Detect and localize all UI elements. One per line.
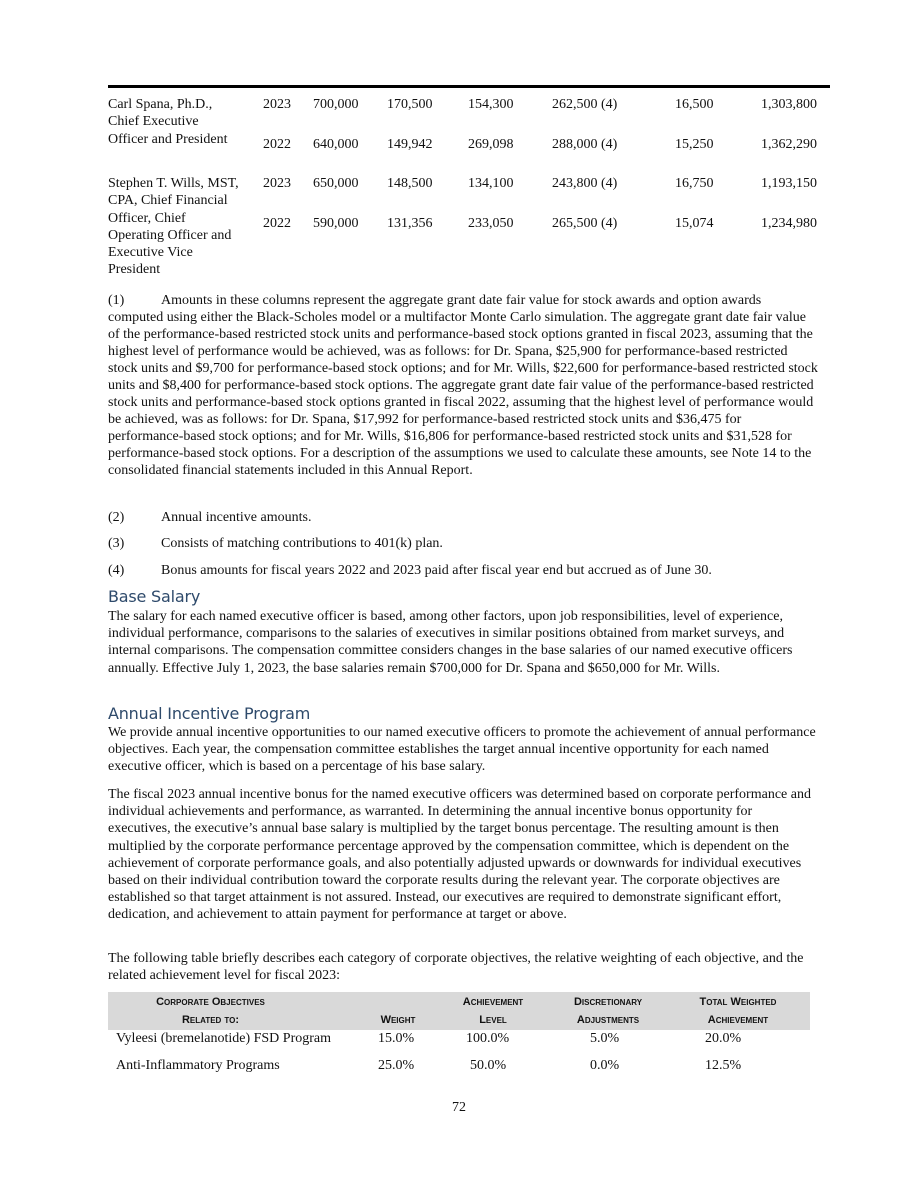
footnote-text: Annual incentive amounts.: [161, 510, 312, 525]
footnote-1: [108, 292, 818, 479]
name-line: Officer, Chief: [108, 210, 186, 226]
name-line: CPA, Chief Financial: [108, 193, 228, 209]
year-cell: 2022: [263, 137, 291, 152]
footnote-text: Consists of matching contributions to 401(k) plan.: [161, 536, 443, 551]
salary-cell: 700,000: [313, 97, 359, 112]
header-line: Adjustments: [576, 1014, 640, 1026]
objective-cell: Anti-Inflammatory Programs: [116, 1058, 280, 1073]
achievement-cell: 100.0%: [466, 1031, 510, 1046]
header-line: [358, 993, 438, 1011]
weight-cell: 25.0%: [378, 1058, 415, 1073]
annual-incentive-paragraph-2: The fiscal 2023 annual incentive bonus for the named executive officers was determined based on corporate performance and individual achievements and performance, as warranted. In determining the annual incentive bonus opportunity for executives, the executive’s annual base salary is multiplied by the target bonus percentage. The resulting amount is then multiplied by the corporate performance percentage approved by the compensation committee, which is dependent on the achievement of corporate performance goals, and also potentially adjusted upwards or downwards for individual executives based on their individual contribution toward the corporate results during the relevant year. The corporate objectives are established so that target attainment is not assured. Instead, our executives are required to demonstrate significant effort, dedication, and achievement to attain payment for performance at target or above.: [108, 787, 811, 923]
header-line: Level: [479, 1014, 507, 1026]
other-comp-cell: 15,250: [675, 137, 714, 152]
header-discretionary: [553, 993, 663, 1029]
section-heading-base-salary: Base Salary: [108, 587, 201, 606]
objective-cell: Vyleesi (bremelanotide) FSD Program: [116, 1031, 332, 1046]
base-salary-paragraph: The salary for each named executive officer is based, among other factors, upon job responsibilities, level of experience, individual performance, comparisons to the salaries of executives in similar positions obtained from market surveys, and internal comparisons. The compensation committee considers changes in the base salaries of our named executive officers annually. Effective July 1, 2023, the base salaries remain $700,000 for Dr. Spana and $650,000 for Mr. Wills.: [108, 609, 793, 676]
total-cell: 1,303,800: [761, 97, 817, 112]
total-weighted-cell: 20.0%: [705, 1031, 742, 1046]
option-awards-cell: 134,100: [468, 176, 514, 191]
name-line: Carl Spana, Ph.D.,: [108, 97, 213, 112]
section-heading-annual-incentive: Annual Incentive Program: [108, 704, 311, 723]
stock-awards-cell: 170,500: [387, 97, 433, 112]
header-total: [678, 993, 798, 1029]
name-line: Officer and President: [108, 131, 228, 147]
year-cell: 2023: [263, 176, 291, 191]
stock-awards-cell: 148,500: [387, 176, 433, 191]
footnote-text: Bonus amounts for fiscal years 2022 and 2023 paid after fiscal year end but accrued as of June 30.: [161, 563, 712, 578]
header-line: Related to:: [181, 1014, 240, 1026]
objectives-table-header: [108, 992, 810, 1030]
total-cell: 1,234,980: [761, 216, 817, 231]
annual-incentive-paragraph-1: We provide annual incentive opportunities to our named executive officers to promote the achievement of annual performance objectives. Each year, the compensation committee establishes the target annual incentive opportunity for each named executive officer, which is based on a percentage of his base salary.: [108, 725, 816, 775]
footnote-2: [108, 509, 818, 526]
footnote-number: (4): [108, 563, 125, 578]
option-awards-cell: 233,050: [468, 216, 514, 231]
other-comp-cell: 15,074: [675, 216, 714, 231]
incentive-cell: 265,500 (4): [552, 216, 618, 231]
header-line: Total Weighted: [699, 996, 777, 1008]
footnote-number: (1): [108, 293, 125, 308]
incentive-cell: 288,000 (4): [552, 137, 618, 152]
weight-cell: 15.0%: [378, 1031, 415, 1046]
table-top-rule: [108, 85, 830, 88]
other-comp-cell: 16,750: [675, 176, 714, 191]
exec-name-wills: [108, 175, 258, 279]
incentive-cell: 262,500 (4): [552, 97, 618, 112]
other-comp-cell: 16,500: [675, 97, 714, 112]
header-line: Achievement: [707, 1014, 769, 1026]
footnote-3: [108, 535, 818, 552]
header-line: Achievement: [462, 996, 524, 1008]
salary-cell: 650,000: [313, 176, 359, 191]
name-line: Executive Vice: [108, 245, 193, 261]
page-number: 72: [452, 1100, 466, 1115]
total-cell: 1,193,150: [761, 176, 817, 191]
option-awards-cell: 154,300: [468, 97, 514, 112]
salary-cell: 590,000: [313, 216, 359, 231]
header-objective: [108, 993, 313, 1029]
stock-awards-cell: 131,356: [387, 216, 433, 231]
exec-name-spana: [108, 96, 258, 148]
salary-cell: 640,000: [313, 137, 359, 152]
name-line: Chief Executive: [108, 114, 199, 130]
year-cell: 2022: [263, 216, 291, 231]
discretionary-cell: 5.0%: [590, 1031, 620, 1046]
footnote-4: [108, 562, 818, 579]
name-line: President: [108, 262, 161, 278]
achievement-cell: 50.0%: [470, 1058, 507, 1073]
header-line: Weight: [380, 1014, 416, 1026]
stock-awards-cell: 149,942: [387, 137, 433, 152]
discretionary-cell: 0.0%: [590, 1058, 620, 1073]
header-line: Discretionary: [573, 996, 643, 1008]
total-weighted-cell: 12.5%: [705, 1058, 742, 1073]
total-cell: 1,362,290: [761, 137, 817, 152]
annual-incentive-paragraph-3: The following table briefly describes each category of corporate objectives, the relative weighting of each objective, and the related achievement level for fiscal 2023:: [108, 951, 804, 984]
header-achievement: [438, 993, 548, 1029]
header-line: Corporate Objectives: [156, 996, 265, 1008]
year-cell: 2023: [263, 97, 291, 112]
name-line: Stephen T. Wills, MST,: [108, 176, 239, 191]
footnote-text: Amounts in these columns represent the aggregate grant date fair value for stock awards and option awards computed using either the Black-Scholes model or a multifactor Monte Carlo simulation. The aggregate grant date fair value of the performance-based restricted stock units and performance-based stock options granted in fiscal 2023, assuming that the highest level of performance would be achieved, was as follows: for Dr. Spana, $25,900 for performance-based restricted stock units and $9,700 for performance-based stock options; and for Mr. Wills, $22,600 for performance-based restricted stock units and $8,400 for performance-based stock options. The aggregate grant date fair value of the performance-based restricted stock units and performance-based stock options granted in fiscal 2022, assuming that the highest level of performance would be achieved, was as follows: for Dr. Spana, $17,992 for performance-based restricted stock units and $36,475 for performance-based stock options; and for Mr. Wills, $16,806 for performance-based restricted stock units and $31,528 for performance-based stock options. For a description of the assumptions we used to calculate these amounts, see Note 14 to the consolidated financial statements included in this Annual Report.: [108, 293, 818, 478]
incentive-cell: 243,800 (4): [552, 176, 618, 191]
footnote-number: (3): [108, 536, 125, 551]
option-awards-cell: 269,098: [468, 137, 514, 152]
name-line: Operating Officer and: [108, 227, 232, 243]
header-weight: [358, 993, 438, 1029]
footnote-number: (2): [108, 510, 125, 525]
